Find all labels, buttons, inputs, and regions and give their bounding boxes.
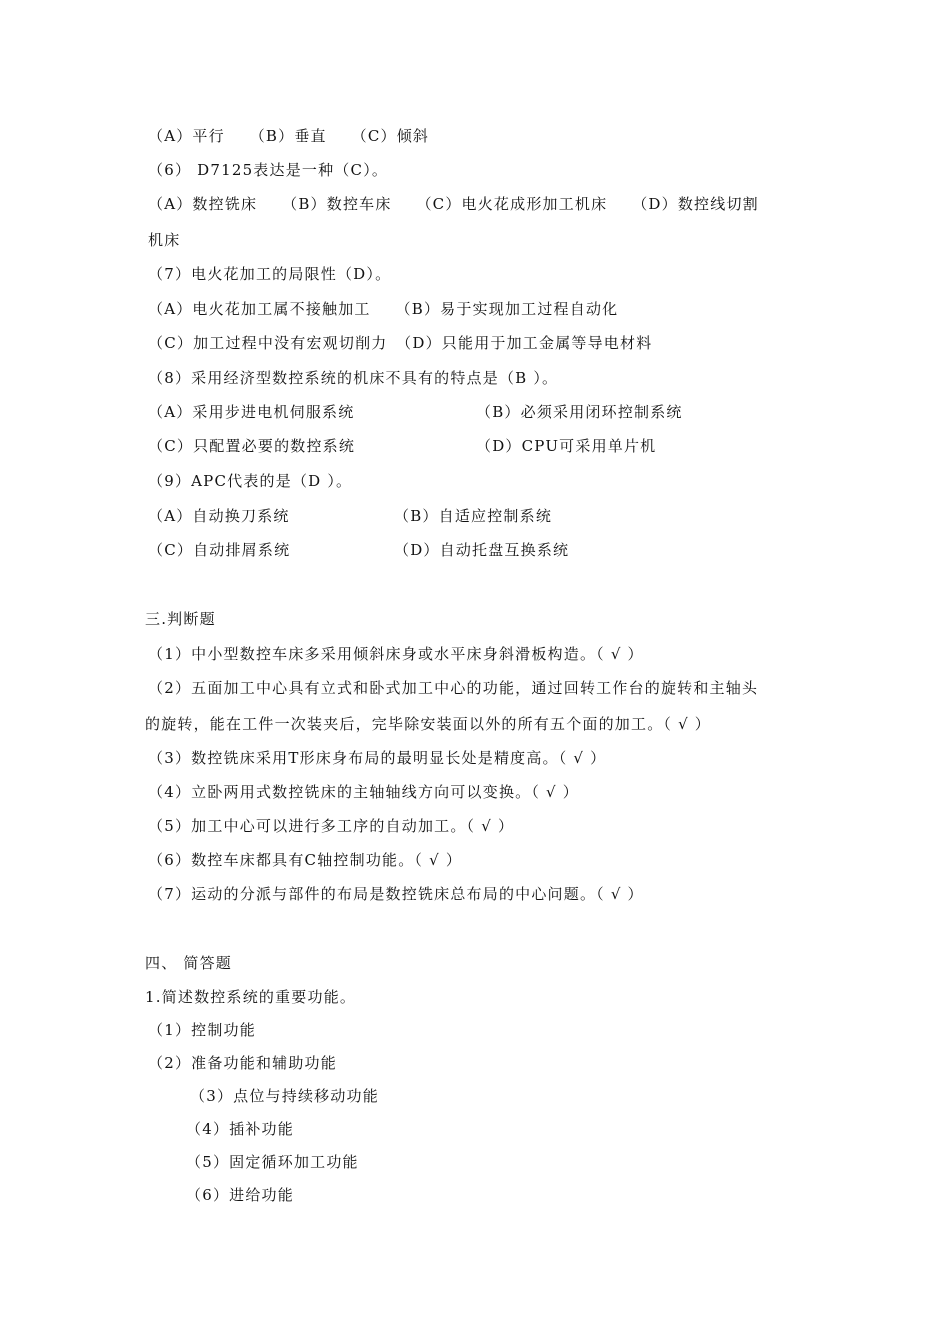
answer-item-5: （5）固定循环加工功能: [186, 1153, 359, 1171]
judgment-item-4: （4）立卧两用式数控铣床的主轴轴线方向可以变换。（ √ ）: [148, 783, 579, 801]
short-answer-question-1: 1.简述数控系统的重要功能。: [145, 988, 357, 1006]
option-b: （B）自适应控制系统: [394, 507, 553, 525]
answer-item-3: （3）点位与持续移动功能: [190, 1087, 379, 1105]
answer-item-4: （4）插补功能: [186, 1120, 294, 1138]
answer-item-2: （2）准备功能和辅助功能: [148, 1054, 337, 1072]
question-7: （7）电火花加工的局限性（D）。: [148, 265, 392, 283]
option-b: （B）必须采用闭环控制系统: [476, 403, 683, 421]
option-c: （C）只配置必要的数控系统: [148, 437, 356, 455]
judgment-item-6: （6）数控车床都具有C轴控制功能。（ √ ）: [148, 851, 463, 869]
options-line: （C）加工过程中没有宏观切削力 （D）只能用于加工金属等导电材料: [148, 334, 653, 352]
question-8: （8）采用经济型数控系统的机床不具有的特点是（B ）。: [148, 369, 559, 387]
options-line: （A）平行 （B）垂直 （C）倾斜: [148, 127, 430, 145]
option-a: （A）采用步进电机伺服系统: [148, 403, 355, 421]
question-9: （9）APC代表的是（D ）。: [148, 472, 353, 490]
options-continuation: 机床: [148, 231, 181, 249]
option-a: （A）自动换刀系统: [148, 507, 290, 525]
answer-item-6: （6）进给功能: [186, 1186, 294, 1204]
section-heading-judgment: 三.判断题: [145, 610, 216, 628]
judgment-item-2: （2）五面加工中心具有立式和卧式加工中心的功能，通过回转工作台的旋转和主轴头: [148, 679, 759, 697]
options-line: （A）数控铣床 （B）数控车床 （C）电火花成形加工机床 （D）数控线切割: [148, 195, 759, 213]
option-c: （C）自动排屑系统: [148, 541, 291, 559]
judgment-item-3: （3）数控铣床采用T形床身布局的最明显长处是精度高。（ √ ）: [148, 749, 607, 767]
judgment-item-7: （7）运动的分派与部件的布局是数控铣床总布局的中心问题。（ √ ）: [148, 885, 644, 903]
option-d: （D）CPU可采用单片机: [476, 437, 657, 455]
option-d: （D）自动托盘互换系统: [394, 541, 570, 559]
question-6: （6） D7125表达是一种（C）。: [148, 161, 389, 179]
judgment-item-5: （5）加工中心可以进行多工序的自动加工。（ √ ）: [148, 817, 515, 835]
answer-item-1: （1）控制功能: [148, 1021, 256, 1039]
section-heading-short-answer: 四、 简答题: [145, 954, 232, 972]
judgment-item-1: （1）中小型数控车床多采用倾斜床身或水平床身斜滑板构造。（ √ ）: [148, 645, 644, 663]
judgment-item-2-continuation: 的旋转，能在工件一次装夹后，完毕除安装面以外的所有五个面的加工。（ √ ）: [145, 715, 711, 733]
options-line: （A）电火花加工属不接触加工 （B）易于实现加工过程自动化: [148, 300, 619, 318]
